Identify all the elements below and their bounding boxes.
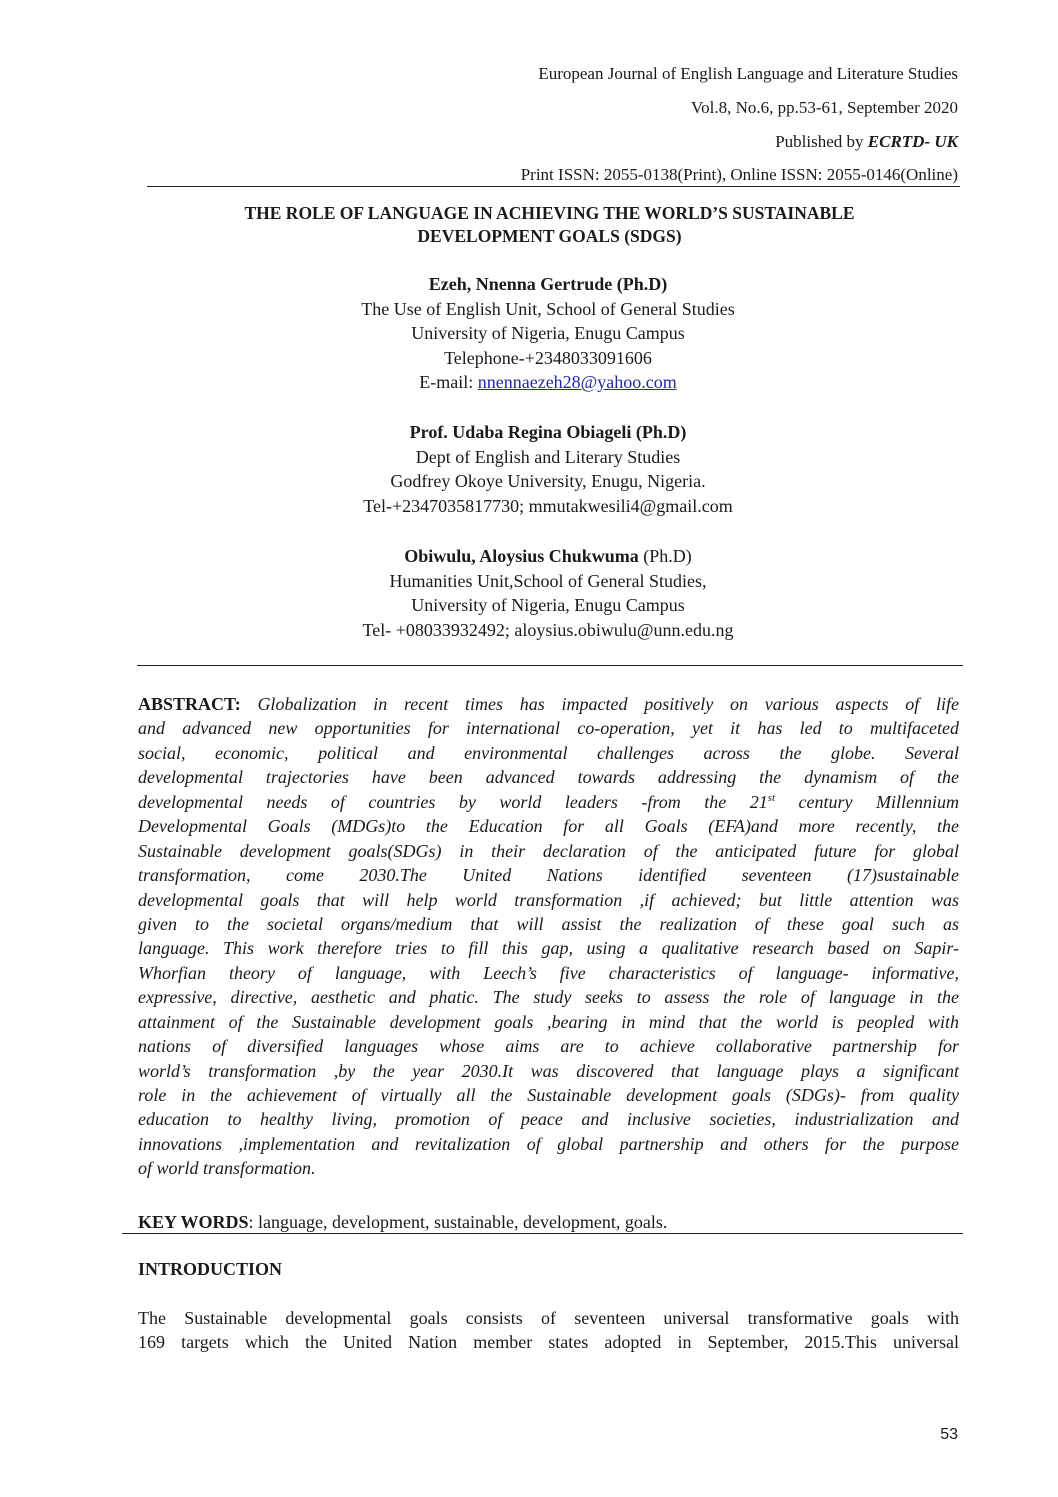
keywords-divider bbox=[122, 1233, 963, 1234]
author-name: Ezeh, Nnenna Gertrude (Ph.D) bbox=[428, 274, 668, 294]
author-name: Prof. Udaba Regina Obiageli (Ph.D) bbox=[409, 422, 687, 442]
abstract-line: role in the achievement of virtually all the Sustainable development goals (SDGs)- from quality bbox=[138, 1085, 959, 1105]
introduction-paragraph bbox=[138, 1306, 959, 1354]
abstract-line: of world transformation. bbox=[138, 1158, 316, 1179]
author-affiliation: University of Nigeria, Enugu Campus bbox=[411, 323, 685, 343]
abstract-line: language. This work therefore tries to fill this gap, using a qualitative research based on Sapir- bbox=[138, 938, 959, 959]
abstract bbox=[138, 692, 959, 1181]
author-affiliation: University of Nigeria, Enugu Campus bbox=[411, 595, 685, 615]
author-name: Obiwulu, Aloysius Chukwuma bbox=[404, 546, 639, 566]
author-affiliation: Godfrey Okoye University, Enugu, Nigeria. bbox=[390, 471, 706, 491]
publisher-line bbox=[775, 132, 958, 152]
abstract-line: and advanced new opportunities for international co-operation, yet it has led to multifaceted bbox=[138, 718, 959, 739]
header-divider bbox=[147, 186, 960, 187]
paper-title bbox=[120, 202, 979, 248]
abstract-line: Developmental Goals (MDGs)to the Education for all Goals (EFA)and more recently, the bbox=[138, 816, 959, 837]
abstract-line: world’s transformation ,by the year 2030.It was discovered that language plays a significant bbox=[138, 1060, 959, 1081]
abstract-line: attainment of the Sustainable development goals ,bearing in mind that the world is peopled with bbox=[138, 1011, 959, 1032]
author-affiliation: Dept of English and Literary Studies bbox=[415, 446, 681, 467]
abstract-line: transformation, come 2030.The United Nations identified seventeen (17)sustainable bbox=[138, 865, 959, 886]
email-link[interactable]: nnennaezeh28@yahoo.com bbox=[477, 372, 677, 392]
keywords-text: : language, development, sustainable, development, goals. bbox=[248, 1212, 668, 1232]
abstract-line: given to the societal organs/medium that will assist the realization of these goal such as bbox=[138, 913, 959, 934]
abstract-line: developmental needs of countries by world leaders -from the 21st century Millennium bbox=[138, 791, 959, 812]
issn-line: Print ISSN: 2055-0138(Print), Online ISSN: 2055-0146(Online) bbox=[520, 165, 958, 184]
paragraph-line: 169 targets which the United Nation member states adopted in September, 2015.This universal bbox=[138, 1332, 959, 1352]
author-name-line bbox=[200, 544, 896, 569]
abstract-line: social, economic, political and environmental challenges across the globe. Several bbox=[138, 742, 959, 763]
page-number: 53 bbox=[940, 1426, 958, 1443]
title-line-2: DEVELOPMENT GOALS (SDGS) bbox=[417, 226, 682, 246]
author-phone: Telephone-+2348033091606 bbox=[444, 347, 652, 368]
abstract-line: Sustainable development goals(SDGs) in their declaration of the anticipated future for global bbox=[138, 840, 959, 861]
title-line-1: THE ROLE OF LANGUAGE IN ACHIEVING THE WORLD’S SUSTAINABLE bbox=[244, 203, 855, 223]
abstract-line: education to healthy living, promotion of peace and inclusive societies, industrialization and bbox=[138, 1109, 959, 1130]
author-contact: Tel-+2347035817730; mmutakwesili4@gmail.com bbox=[363, 495, 733, 516]
abstract-line: developmental goals that will help world transformation ,if achieved; but little attention was bbox=[138, 889, 959, 910]
keywords-label: KEY WORDS bbox=[138, 1212, 249, 1232]
author-affiliation: Humanities Unit,School of General Studies, bbox=[389, 570, 707, 591]
author-contact: Tel- +08033932492; aloysius.obiwulu@unn.edu.ng bbox=[362, 619, 734, 640]
author-block-1 bbox=[200, 272, 896, 395]
author-affiliation: The Use of English Unit, School of General Studies bbox=[361, 298, 735, 319]
publisher-prefix: Published by bbox=[775, 132, 868, 151]
abstract-line: expressive, directive, aesthetic and phatic. The study seeks to assess the role of language in the bbox=[138, 987, 959, 1008]
publisher-name: ECRTD- UK bbox=[867, 132, 958, 151]
author-email-line bbox=[200, 370, 896, 395]
abstract-line: ABSTRACT: Globalization in recent times has impacted positively on various aspects of life bbox=[138, 694, 959, 714]
keywords bbox=[138, 1210, 667, 1234]
author-block-3 bbox=[200, 544, 896, 642]
abstract-line: nations of diversified languages whose aims are to achieve collaborative partnership for bbox=[138, 1036, 959, 1057]
abstract-label: ABSTRACT: bbox=[138, 694, 258, 714]
author-degree: (Ph.D) bbox=[638, 546, 692, 566]
abstract-divider bbox=[137, 665, 963, 666]
journal-volume: Vol.8, No.6, pp.53-61, September 2020 bbox=[691, 98, 958, 117]
paragraph-line: The Sustainable developmental goals consists of seventeen universal transformative goals with bbox=[138, 1308, 959, 1328]
abstract-line: Whorfian theory of language, with Leech’s five characteristics of language- informative, bbox=[138, 962, 959, 983]
journal-name: European Journal of English Language and Literature Studies bbox=[538, 64, 958, 83]
ordinal-suffix: st bbox=[767, 791, 776, 804]
abstract-line: innovations ,implementation and revitalization of global partnership and others for the purpose bbox=[138, 1133, 959, 1154]
email-prefix: E-mail: bbox=[419, 372, 478, 392]
section-heading-introduction: INTRODUCTION bbox=[138, 1259, 283, 1279]
author-block-2 bbox=[200, 420, 896, 518]
abstract-line: developmental trajectories have been advanced towards addressing the dynamism of the bbox=[138, 767, 959, 788]
